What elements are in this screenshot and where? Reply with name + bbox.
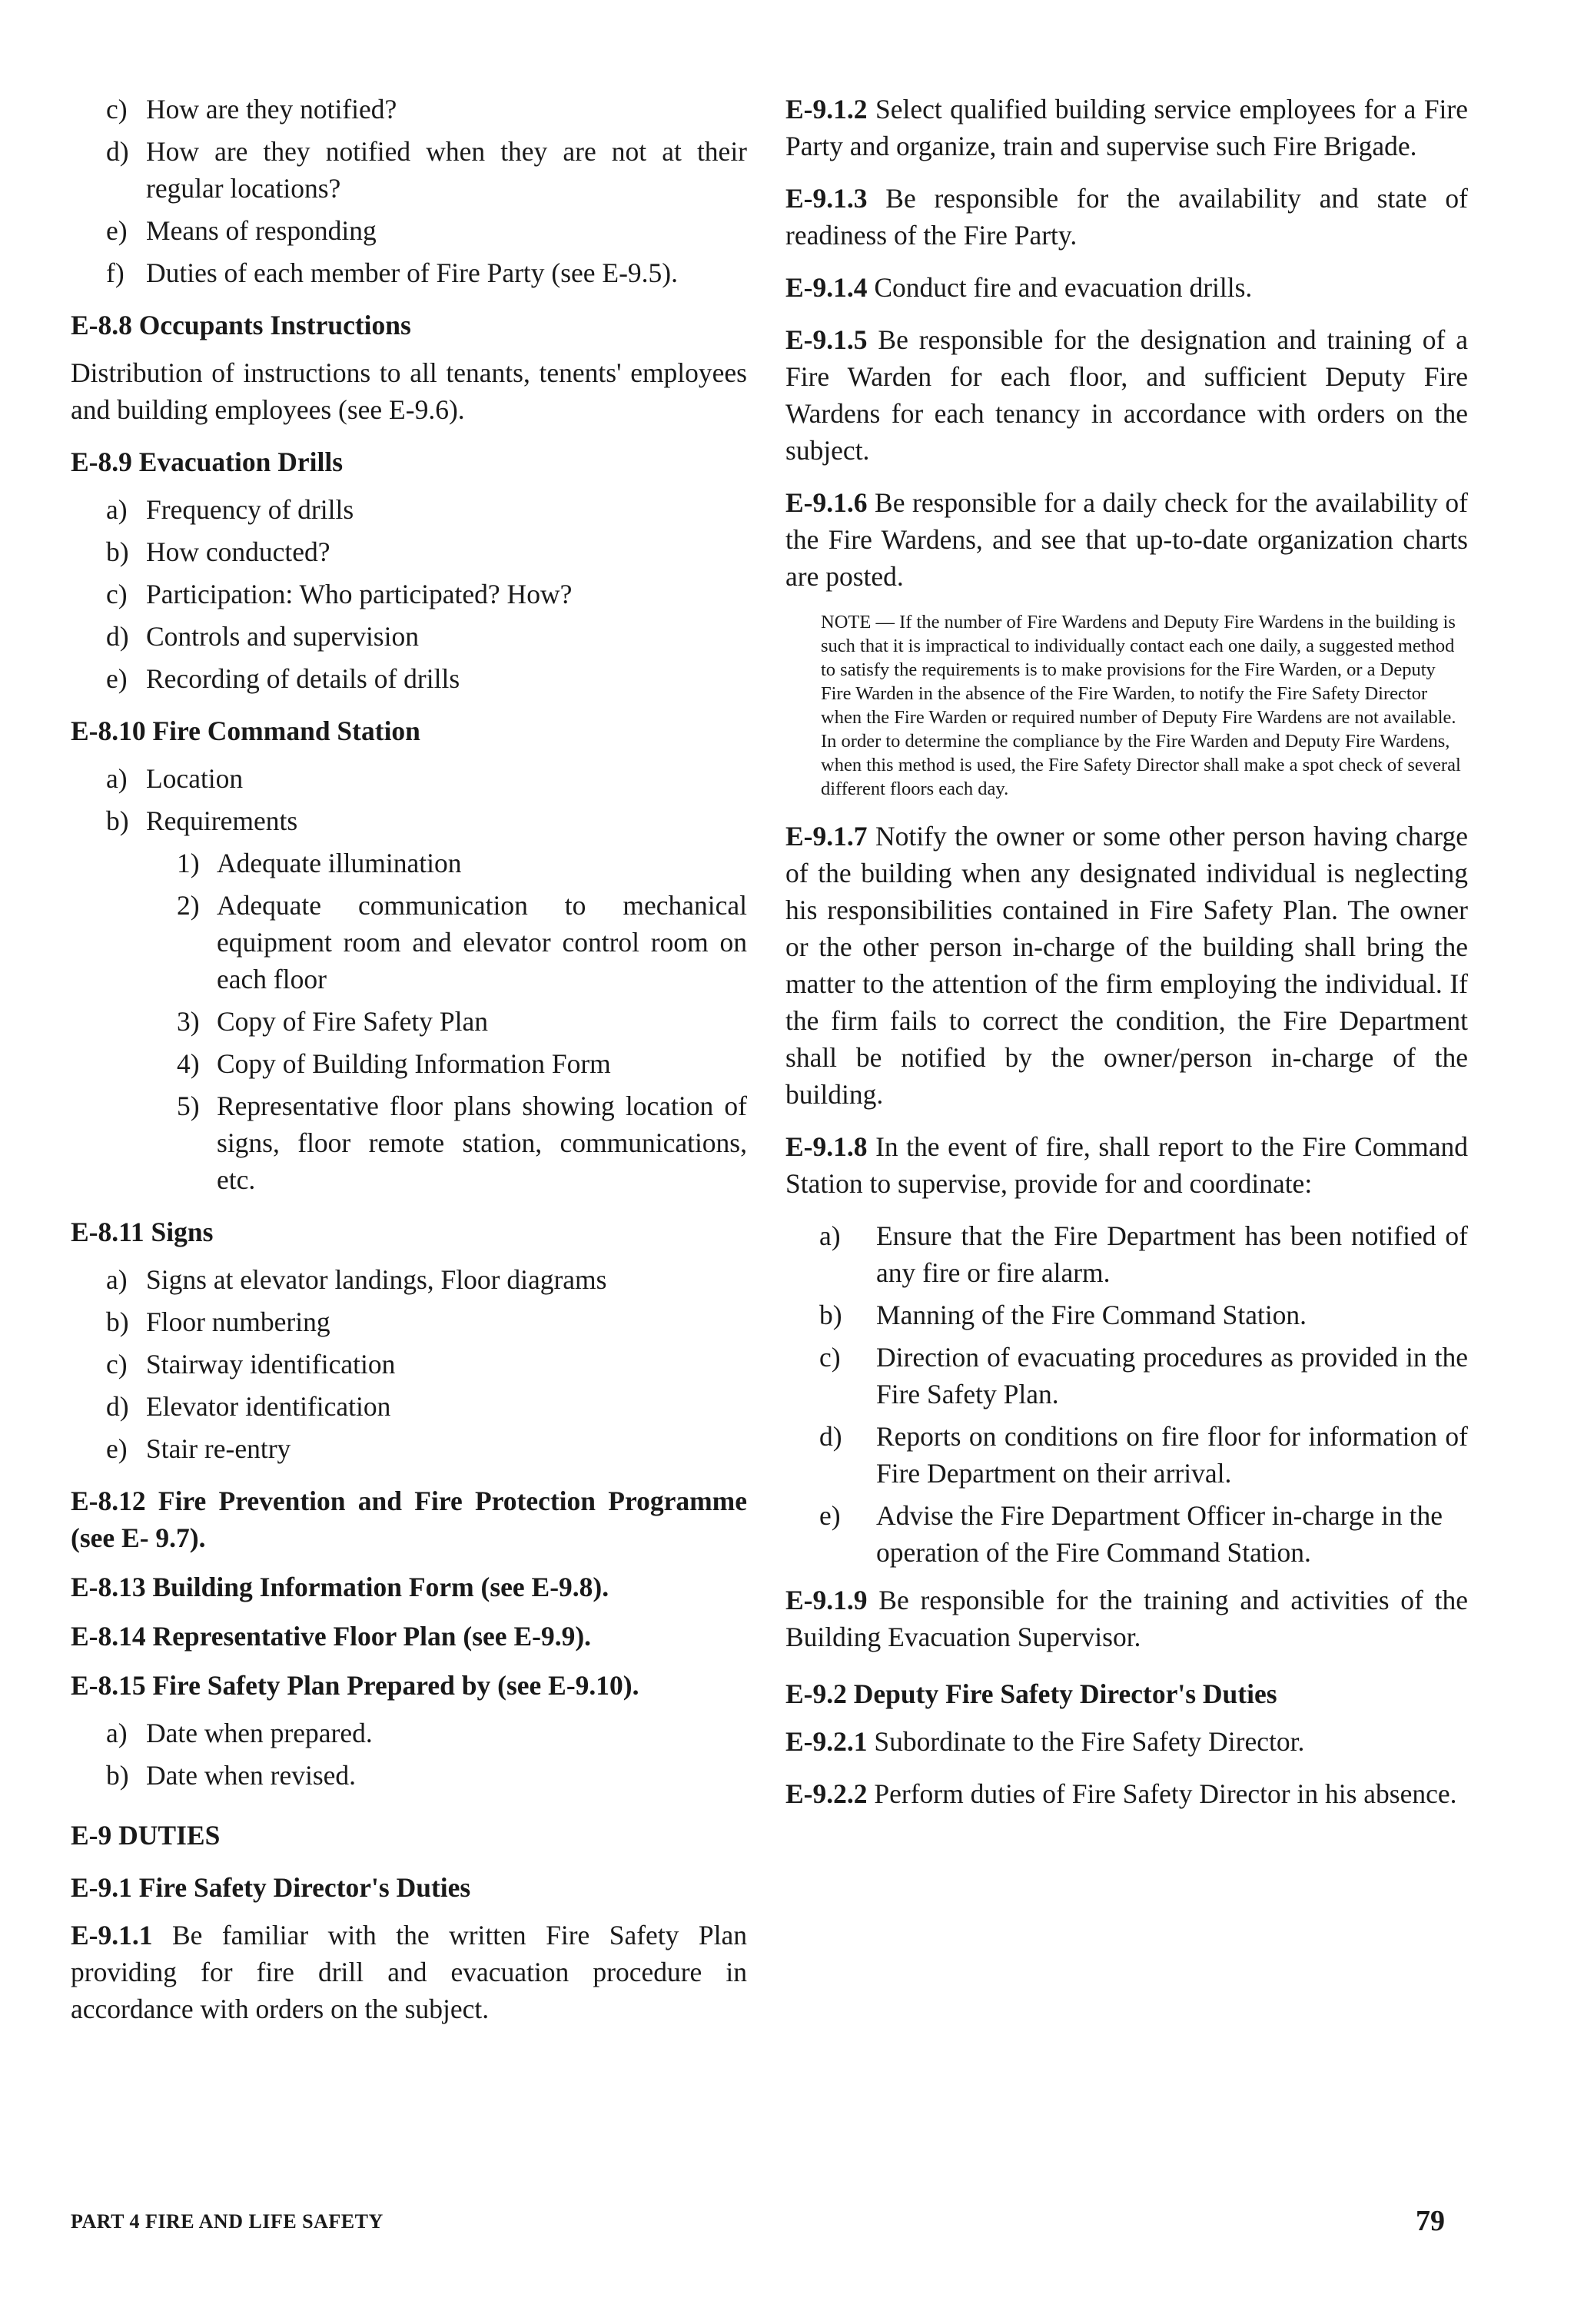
fire-event-duties-list	[785, 1217, 1468, 1571]
list-item: b) Date when revised.	[106, 1760, 357, 1791]
list-item: d) Controls and supervision	[106, 621, 419, 652]
list-item: c) Participation: Who participated? How?	[106, 579, 573, 609]
paragraph-e-9-1-7: E-9.1.7 Notify the owner or some other person having charge of the building when any designated individual is neglecting his responsibilities contained in Fire Safety Plan. The owner or the other person in-charge of the building shall bring the matter to the attention of the firm employing the individual. If the firm fails to correct the condition, the Fire Department shall be notified by the owner/person in-charge of the building.	[785, 821, 1468, 1110]
list-item: e) Advise the Fire Department Officer in-charge in the operation of the Fire Command Station.	[819, 1500, 1443, 1568]
sub-list-item: 4) Copy of Building Information Form	[177, 1048, 611, 1079]
section-heading-e-8-10: E-8.10 Fire Command Station	[71, 715, 420, 746]
list-item: d) Reports on conditions on fire floor for information of Fire Department on their arrival.	[819, 1421, 1468, 1489]
evacuation-drills-list	[71, 491, 747, 697]
paragraph-e-9-1-8: E-9.1.8 In the event of fire, shall report to the Fire Command Station to supervise, provide for and coordinate:	[785, 1131, 1469, 1199]
list-item: a) Signs at elevator landings, Floor diagrams	[106, 1264, 607, 1295]
right-column	[785, 91, 1468, 1828]
section-heading-e-8-9: E-8.9 Evacuation Drills	[71, 447, 344, 477]
fire-party-notification-list	[71, 91, 747, 291]
list-item: f) Duties of each member of Fire Party (see E-9.5).	[106, 257, 679, 288]
paragraph-e-9-1-9: E-9.1.9 Be responsible for the training and activities of the Building Evacuation Supervisor.	[785, 1585, 1469, 1652]
list-item: c) How are they notified?	[106, 94, 397, 124]
section-heading-e-8-8: E-8.8 Occupants Instructions	[71, 310, 411, 340]
list-item: a) Ensure that the Fire Department has been notified of any fire or fire alarm.	[819, 1220, 1468, 1288]
paragraph-e-9-1-1: E-9.1.1 Be familiar with the written Fire Safety Plan providing for fire drill and evacuation procedure in accordance with orders on the subject.	[71, 1920, 748, 2024]
list-item: b) Floor numbering	[106, 1306, 330, 1337]
sub-list-item: 3) Copy of Fire Safety Plan	[177, 1006, 488, 1037]
list-item: e) Recording of details of drills	[106, 663, 460, 694]
list-item: d) How are they notified when they are not at their regular locations?	[106, 136, 747, 204]
list-item: c) Direction of evacuating procedures as provided in the Fire Safety Plan.	[819, 1342, 1468, 1409]
list-item: a) Date when prepared.	[106, 1718, 373, 1748]
section-heading-e-9: E-9 DUTIES	[71, 1820, 221, 1851]
paragraph-e-8-8: Distribution of instructions to all tenants, tenents' employees and building employees (see E-9.6).	[71, 357, 747, 425]
footer-part-title: PART 4 FIRE AND LIFE SAFETY	[71, 2210, 384, 2233]
section-heading-e-8-12: E-8.12 Fire Prevention and Fire Protection Programme (see E- 9.7).	[71, 1486, 747, 1553]
paragraph-e-9-2-2: E-9.2.2 Perform duties of Fire Safety Director in his absence.	[785, 1778, 1457, 1809]
list-item: b) Manning of the Fire Command Station.	[819, 1300, 1307, 1330]
plan-dates-list	[71, 1715, 747, 1794]
paragraph-e-9-1-4: E-9.1.4 Conduct fire and evacuation drills.	[785, 272, 1253, 303]
section-heading-e-9-1: E-9.1 Fire Safety Director's Duties	[71, 1872, 471, 1903]
list-item: c) Stairway identification	[106, 1349, 396, 1379]
page-number: 79	[1416, 2205, 1445, 2237]
paragraph-e-9-1-3: E-9.1.3 Be responsible for the availability and state of readiness of the Fire Party.	[785, 183, 1468, 251]
note: NOTE — If the number of Fire Wardens and Deputy Fire Wardens in the building is such that it is impractical to individually contact each one daily, a suggested method to satisfy the requirements is to make provisions for the Fire Warden, or a Deputy Fire Warden in the absence of the Fire Warden, to notify the Fire Safety Director when the Fire Warden or required number of Deputy Fire Wardens are not available. In order to determine the compliance by the Fire Warden and Deputy Fire Wardens, when this method is used, the Fire Safety Director shall make a spot check of several different floors each day.	[821, 612, 1461, 799]
sub-list-item: 1) Adequate illumination	[177, 848, 462, 878]
paragraph-e-9-1-5: E-9.1.5 Be responsible for the designation and training of a Fire Warden for each floor, and sufficient Deputy Fire Wardens for each tenancy in accordance with orders on the subject.	[785, 324, 1469, 466]
list-item: b) Requirements	[106, 805, 298, 836]
list-item: a) Location	[106, 763, 244, 794]
section-heading-e-8-13: E-8.13 Building Information Form (see E-9.8).	[71, 1572, 609, 1602]
sub-list-item: 5) Representative floor plans showing location of signs, floor remote station, communications, etc.	[177, 1091, 747, 1195]
paragraph-e-9-2-1: E-9.2.1 Subordinate to the Fire Safety Director.	[785, 1726, 1305, 1757]
list-item: e) Stair re-entry	[106, 1433, 291, 1464]
paragraph-e-9-1-2: E-9.1.2 Select qualified building service employees for a Fire Party and organize, train and supervise such Fire Brigade.	[785, 94, 1469, 161]
list-item: d) Elevator identification	[106, 1391, 391, 1422]
list-item: e) Means of responding	[106, 215, 377, 246]
sub-list-item: 2) Adequate communication to mechanical equipment room and elevator control room on each floor	[177, 890, 747, 994]
section-heading-e-8-15: E-8.15 Fire Safety Plan Prepared by (see E-9.10).	[71, 1670, 639, 1701]
signs-list	[71, 1261, 747, 1467]
section-heading-e-8-14: E-8.14 Representative Floor Plan (see E-9.9).	[71, 1621, 592, 1652]
fire-command-station-list	[71, 760, 747, 1198]
list-item: b) How conducted?	[106, 536, 330, 567]
paragraph-e-9-1-6: E-9.1.6 Be responsible for a daily check for the availability of the Fire Wardens, and see that up-to-date organization charts are posted.	[785, 487, 1469, 592]
left-column	[71, 91, 747, 2043]
section-heading-e-9-2: E-9.2 Deputy Fire Safety Director's Duties	[785, 1678, 1277, 1709]
list-item: a) Frequency of drills	[106, 494, 354, 525]
section-heading-e-8-11: E-8.11 Signs	[71, 1217, 214, 1247]
